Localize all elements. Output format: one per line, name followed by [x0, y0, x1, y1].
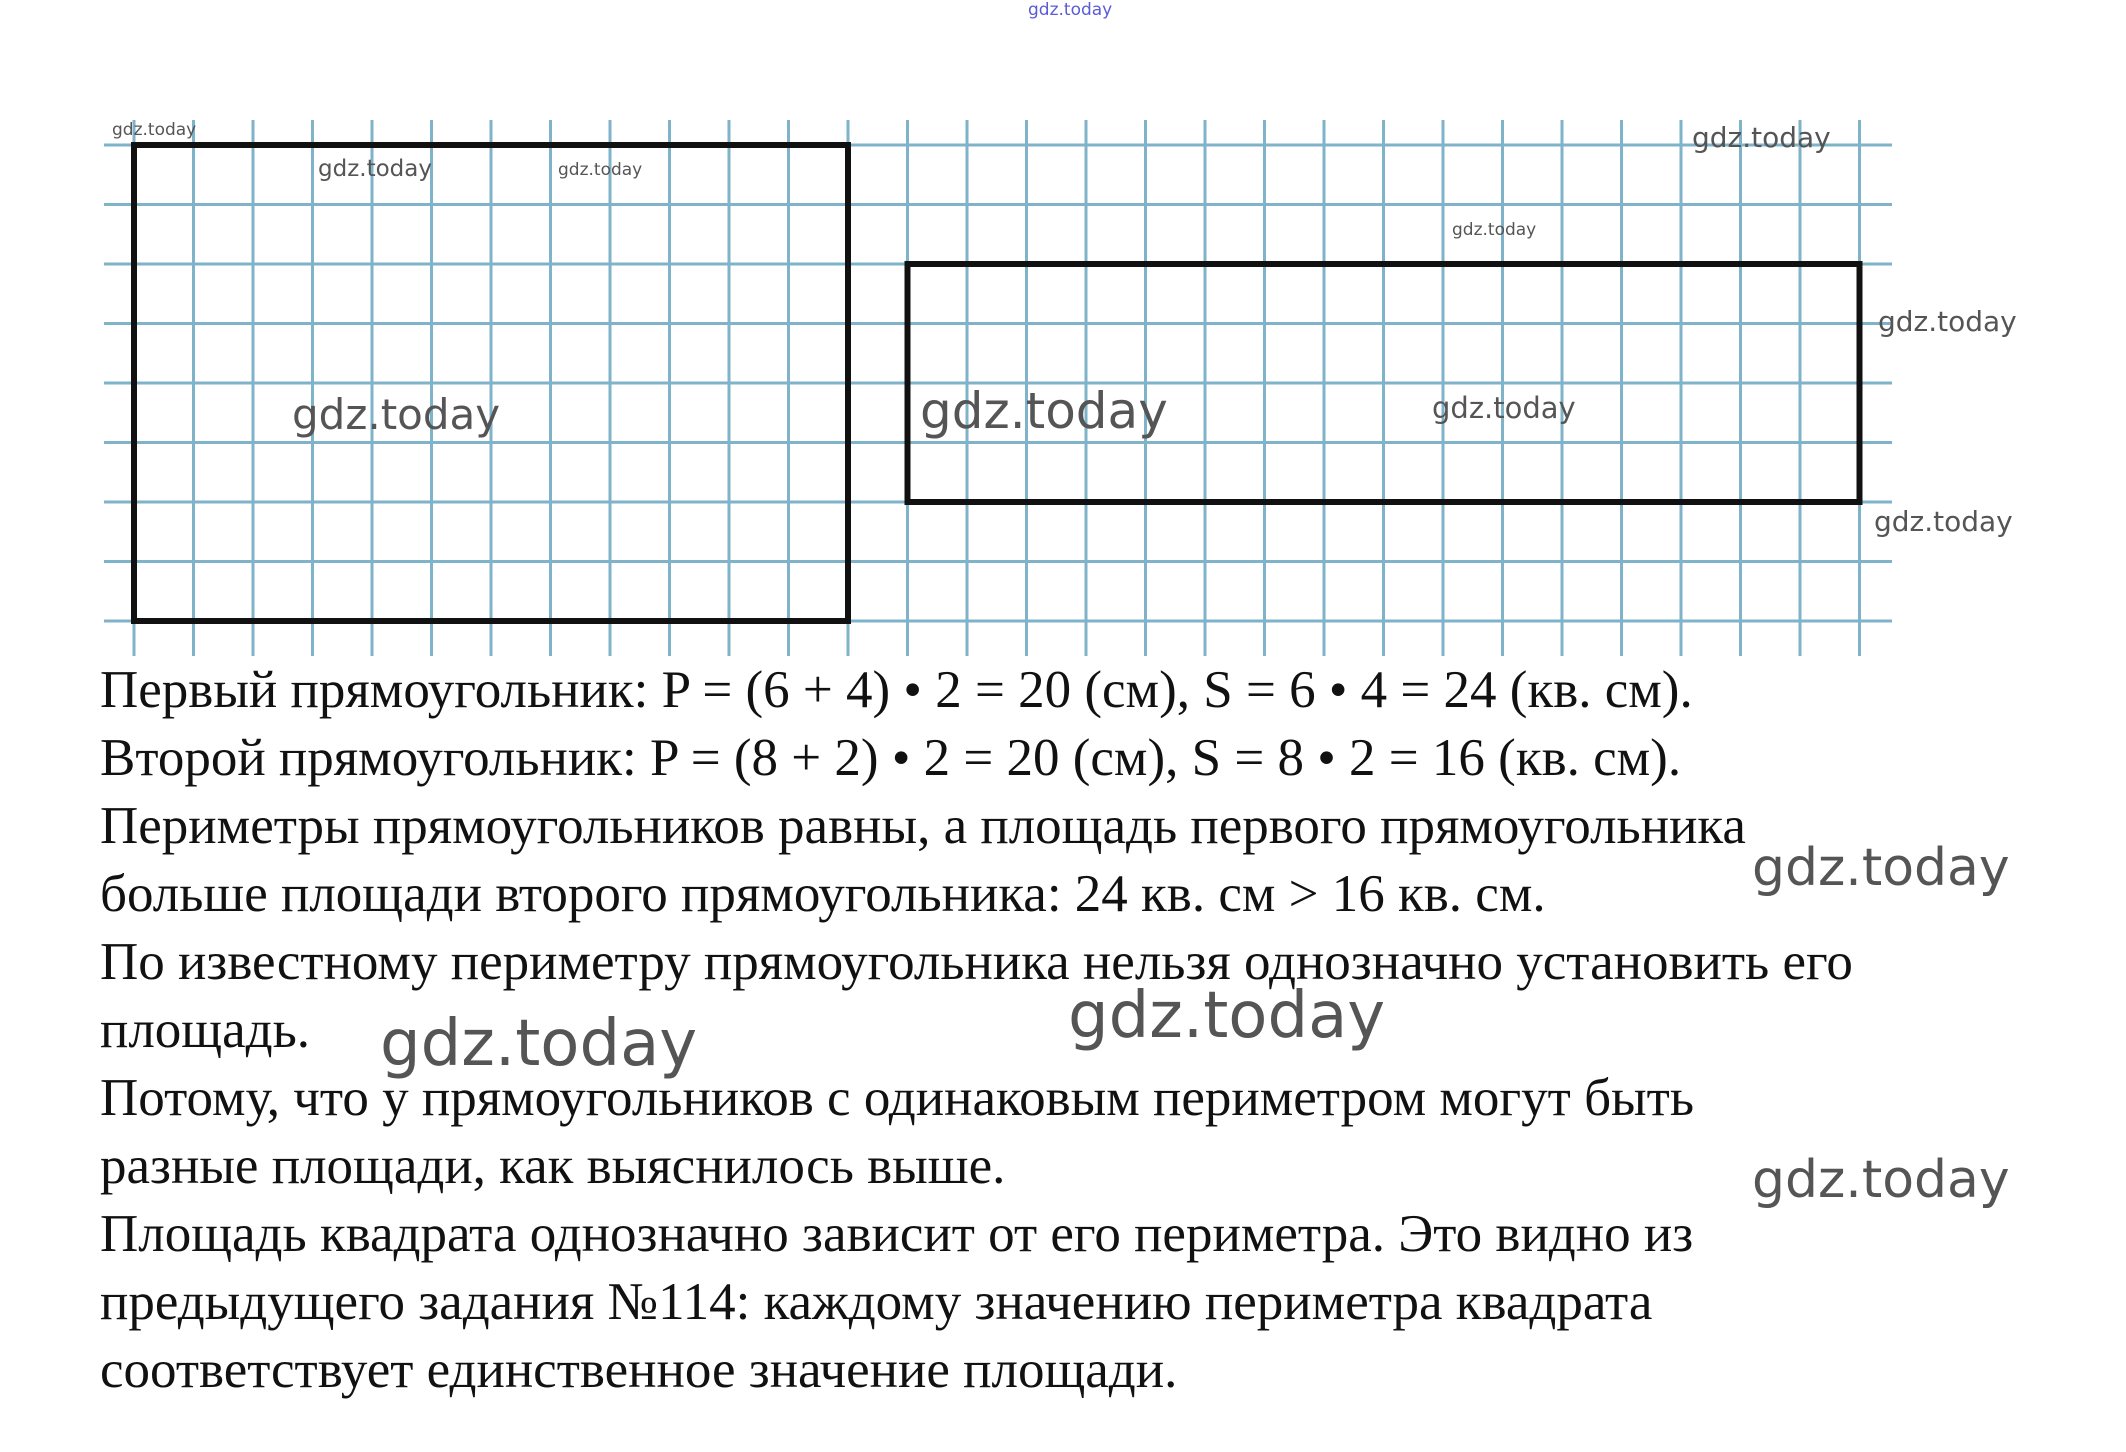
text-line: Потому, что у прямоугольников с одинаковым периметром могут быть	[100, 1069, 1694, 1127]
watermark: gdz.today	[1432, 391, 1576, 425]
text-line: площадь.	[100, 1001, 311, 1059]
watermark: gdz.today	[1692, 121, 1831, 154]
watermark: gdz.today	[920, 382, 1168, 440]
text-line: соответствует единственное значение площади.	[100, 1341, 1178, 1399]
text-line: Площадь квадрата однозначно зависит от его периметра. Это видно из	[100, 1205, 1694, 1263]
text-line: предыдущего задания №114: каждому значению периметра квадрата	[100, 1273, 1653, 1331]
watermark: gdz.today	[1878, 305, 2017, 338]
watermark: gdz.today	[112, 120, 197, 140]
watermark: gdz.today	[380, 1007, 698, 1081]
watermark: gdz.today	[1752, 1150, 2010, 1210]
watermark: gdz.today	[1068, 979, 1386, 1053]
text-line: Второй прямоугольник: P = (8 + 2) • 2 = 20 (см), S = 8 • 2 = 16 (кв. см).	[100, 729, 1682, 787]
text-line: По известному периметру прямоугольника нельзя однозначно установить его	[100, 933, 1853, 991]
watermark: gdz.today	[1452, 220, 1537, 240]
watermark-top: gdz.today	[1028, 0, 1113, 20]
text-line: Периметры прямоугольников равны, а площадь первого прямоугольника	[100, 797, 1746, 855]
watermark: gdz.today	[1752, 838, 2010, 898]
watermark: gdz.today	[1874, 505, 2013, 538]
watermark: gdz.today	[292, 390, 501, 439]
watermark: gdz.today	[558, 160, 643, 180]
text-line: разные площади, как выяснилось выше.	[100, 1137, 1006, 1195]
text-line: Первый прямоугольник: P = (6 + 4) • 2 = 20 (см), S = 6 • 4 = 24 (кв. см).	[100, 661, 1693, 719]
watermark: gdz.today	[318, 156, 432, 182]
text-line: больше площади второго прямоугольника: 24 кв. см > 16 кв. см.	[100, 865, 1546, 923]
